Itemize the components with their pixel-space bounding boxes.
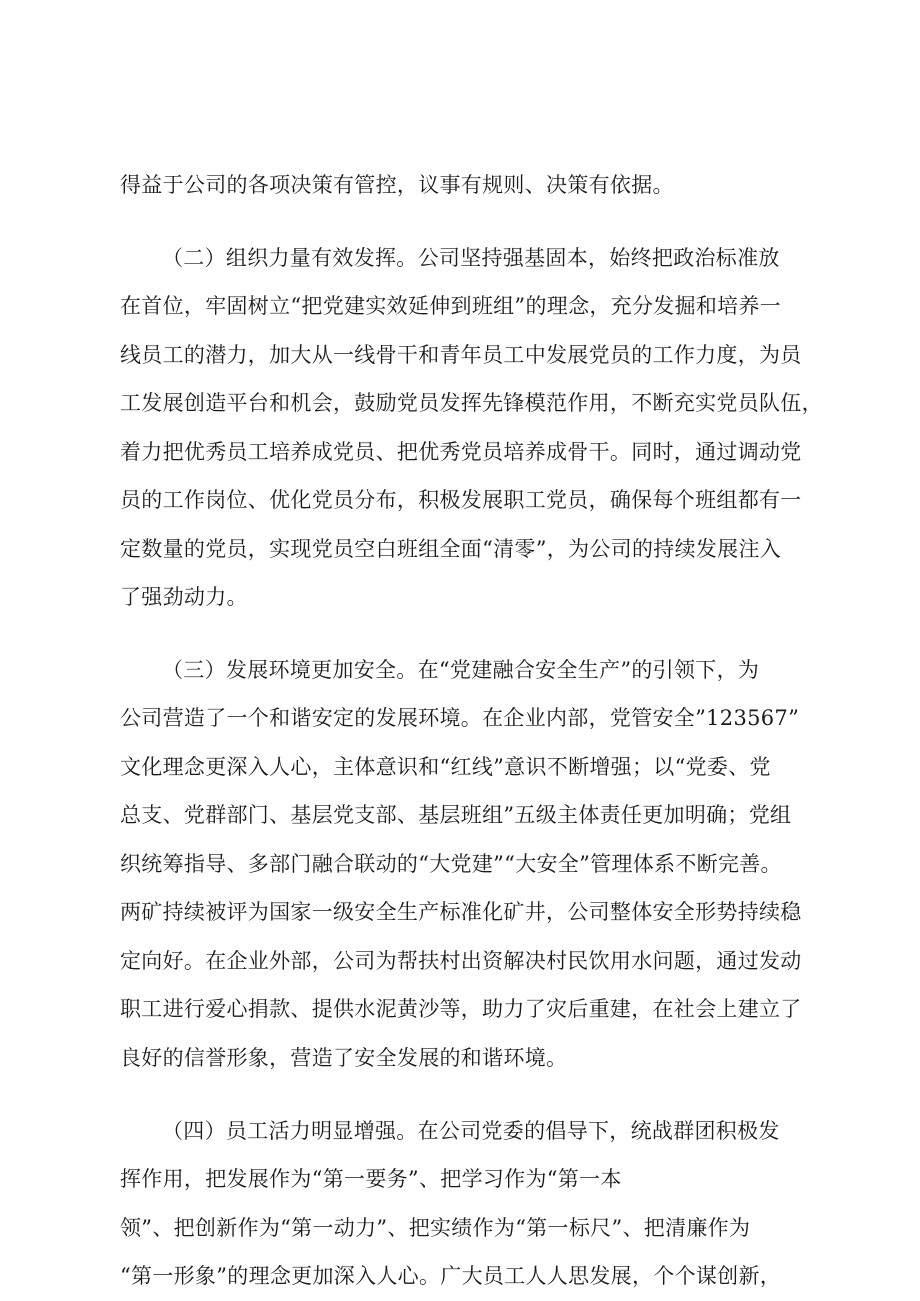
- text-line: “第一形象”的理念更加深入人心。广大员工人人思发展，个个谋创新，: [120, 1264, 782, 1288]
- text-line: 在首位，牢固树立“把党建实效延伸到班组”的理念，充分发掘和培养一: [120, 294, 782, 318]
- text-line: 公司营造了一个和谐安定的发展环境。在企业内部，党管安全”123567”: [120, 706, 800, 730]
- text-line: 领”、把创新作为“第一动力”、把实绩作为“第一标尺”、把清廉作为: [120, 1216, 751, 1240]
- text-line: 员的工作岗位、优化党员分布，积极发展职工党员，确保每个班组都有一: [120, 488, 802, 512]
- text-line: 着力把优秀员工培养成党员、把优秀党员培养成骨干。同时，通过调动党: [120, 440, 802, 464]
- paragraph-heading-line: （三）发展环境更加安全。在“党建融合安全生产”的引领下，为: [162, 658, 760, 682]
- text-line: 两矿持续被评为国家一级安全生产标准化矿井，公司整体安全形势持续稳: [120, 900, 802, 924]
- text-line: 织统筹指导、多部门融合联动的“大党建”“大安全”管理体系不断完善。: [120, 852, 782, 876]
- text-line: 线员工的潜力，加大从一线骨干和青年员工中发展党员的工作力度，为员: [120, 343, 802, 367]
- text-line: 了强劲动力。: [120, 585, 248, 609]
- text-line: 定数量的党员，实现党员空白班组全面“清零”，为公司的持续发展注入: [120, 537, 782, 561]
- text-line: 挥作用，把发展作为“第一要务”、把学习作为“第一本: [120, 1167, 622, 1191]
- paragraph-heading-line: （四）员工活力明显增强。在公司党委的倡导下，统战群团积极发: [162, 1119, 780, 1143]
- text-line: 定向好。在企业外部，公司为帮扶村出资解决村民饮用水问题，通过发动: [120, 949, 802, 973]
- text-line: 文化理念更深入人心，主体意识和“红线”意识不断增强；以“党委、党: [120, 755, 771, 779]
- text-line: 良好的信誉形象，营造了安全发展的和谐环境。: [120, 1046, 568, 1070]
- text-line: 职工进行爱心捐款、提供水泥黄沙等，助力了灾后重建，在社会上建立了: [120, 997, 802, 1021]
- paragraph-heading-line: （二）组织力量有效发挥。公司坚持强基固本，始终把政治标准放: [162, 246, 780, 270]
- text-line: 总支、党群部门、基层党支部、基层班组”五级主体责任更加明确；党组: [120, 803, 792, 827]
- text-line: 得益于公司的各项决策有管控，议事有规则、决策有依据。: [120, 173, 674, 197]
- text-line: 工发展创造平台和机会，鼓励党员发挥先锋模范作用，不断充实党员队伍，: [120, 391, 823, 415]
